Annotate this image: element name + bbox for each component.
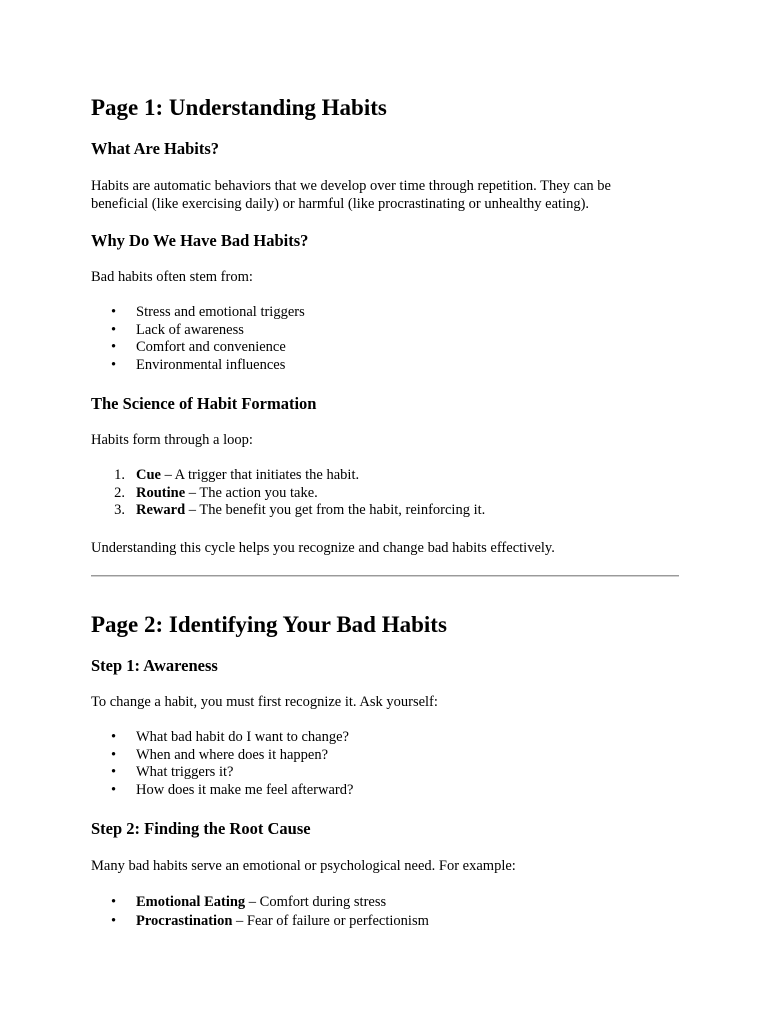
list-item: • How does it make me feel afterward? [111, 782, 354, 799]
list-item: • Emotional Eating – Comfort during stress [111, 894, 387, 910]
habit-loop-summary: Understanding this cycle helps you recognize and change bad habits effectively. [91, 540, 555, 556]
page2-title: Page 2: Identifying Your Bad Habits [91, 612, 447, 637]
horizontal-divider [91, 575, 679, 577]
root-cause-examples-list [91, 893, 429, 930]
bad-habits-intro: Bad habits often stem from: [91, 269, 253, 285]
bullet: • [111, 304, 117, 320]
list-item: 2. Routine – The action you take. [114, 484, 318, 501]
list-item: • When and where does it happen? [111, 746, 329, 763]
list-item: • Stress and emotional triggers [111, 304, 305, 320]
list-item: • Environmental influences [111, 357, 286, 374]
habit-loop-steps [91, 467, 485, 520]
bullet: • [111, 764, 117, 781]
list-item: • Comfort and convenience [111, 339, 286, 356]
habits-definition-paragraph: Habits are automatic behaviors that we develop over time through repetition. They can be beneficial (like exercising daily) or harmful (like procrastinating or unhealthy eating). [91, 178, 611, 212]
bullet: • [111, 321, 117, 338]
bad-habit-causes-list [91, 304, 305, 375]
list-item: • Lack of awareness [111, 321, 244, 338]
bullet: • [111, 782, 117, 799]
heading-step1-awareness: Step 1: Awareness [91, 656, 218, 675]
heading-what-are-habits: What Are Habits? [91, 139, 220, 158]
bullet: • [111, 339, 117, 356]
heading-why-bad-habits: Why Do We Have Bad Habits? [91, 231, 309, 250]
bullet: • [111, 894, 117, 910]
list-item: • What bad habit do I want to change? [111, 729, 349, 745]
bullet: • [111, 746, 117, 763]
habit-loop-intro: Habits form through a loop: [91, 432, 253, 448]
list-item: 3. Reward – The benefit you get from the habit, reinforcing it. [114, 502, 486, 519]
list-item: 1. Cue – A trigger that initiates the habit. [114, 467, 360, 483]
page1-title: Page 1: Understanding Habits [91, 95, 387, 120]
heading-science-of-habits: The Science of Habit Formation [91, 394, 317, 413]
awareness-intro: To change a habit, you must first recognize it. Ask yourself: [91, 694, 438, 710]
bullet: • [111, 729, 117, 745]
awareness-questions-list [91, 729, 353, 800]
bullet: • [111, 357, 117, 374]
root-cause-intro: Many bad habits serve an emotional or psychological need. For example: [91, 858, 516, 874]
list-item: • Procrastination – Fear of failure or perfectionism [111, 912, 429, 929]
bullet: • [111, 912, 117, 929]
list-item: • What triggers it? [111, 764, 234, 781]
heading-step2-root-cause: Step 2: Finding the Root Cause [91, 819, 311, 838]
